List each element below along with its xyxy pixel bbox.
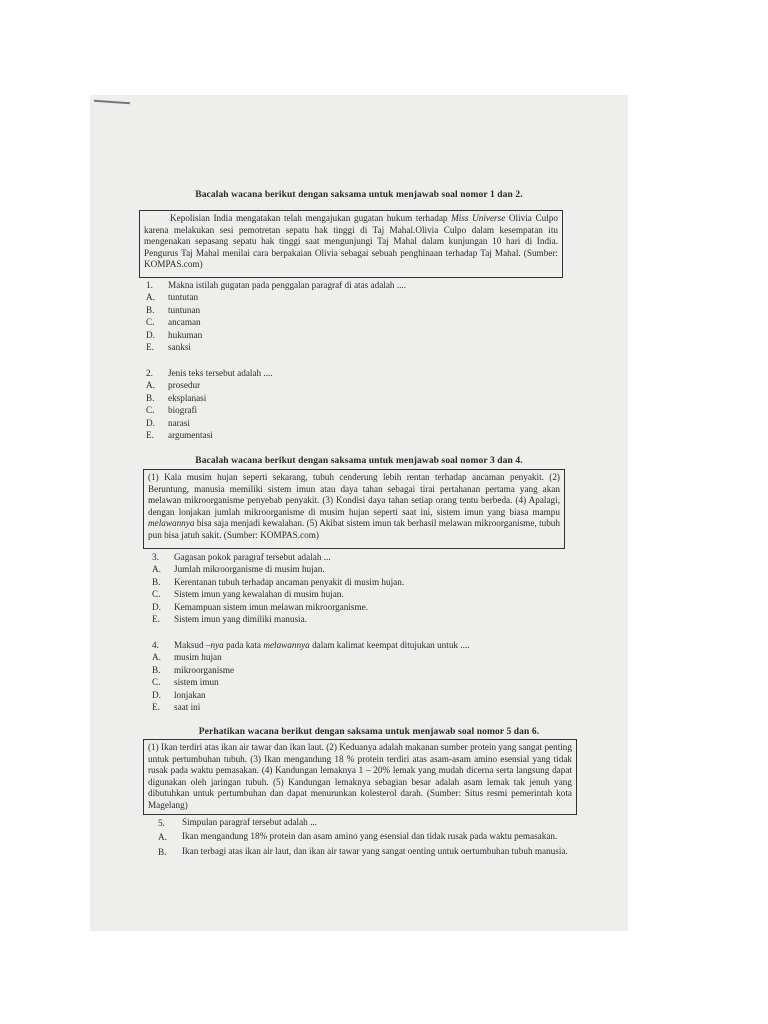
option-key: D.	[146, 329, 155, 340]
option-text: Jumlah mikroorganisme di musim hujan.	[174, 564, 325, 575]
question-text-part: Maksud	[174, 640, 206, 650]
option-key: E.	[152, 614, 160, 625]
passage-text: Kepolisian India mengatakan telah mengajukan gugatan hukum terhadap	[170, 213, 452, 223]
passage-text: Olivia Culpo karena melakukan sesi pemotretan sepatu hak tinggi di Taj Mahal.Olivia Culpo dalam kesempatan itu mengenakan sepasang sepatu hak tinggi saat mengunjungi Taj Mahal dalam kunjungan 10 hari di India. Pengurus Taj Mahal menilai cara berpakaian Olivia sebagai sebuah penghinaan terhadap Taj Mahal. (Sumber: KOMPAS.com)	[144, 213, 558, 270]
question-text: Gagasan pokok paragraf tersebut adalah ...	[174, 552, 331, 562]
question-3	[152, 551, 404, 625]
option-text: Ikan mengandung 18% protein dan asam amino yang esensial dan tidak rusak pada waktu pemasakan.	[182, 831, 558, 842]
passage-text: (1) Kala musim hujan seperti sekarang, tubuh cenderung lebih rentan terhadap ancaman penyakit. (2) Beruntung, manusia memiliki sistem imun atau daya tahan sebagai tirai pertahanan pertama yang akan melawan mikroorganisme penyebab penyakit. (3) Kondisi daya tahan setiap orang tentu berbeda. (4) Apalagi, dengan lonjakan jumlah mikroorganisme di musim hujan seperti saat ini, sistem imun yang biasa mampu	[148, 472, 560, 517]
option-c[interactable]	[152, 676, 470, 688]
option-text: sistem imun	[174, 677, 219, 688]
option-d[interactable]	[146, 329, 406, 341]
option-text: Kemampuan sistem imun melawan mikroorganisme.	[174, 601, 369, 612]
section2-instruction: Bacalah wacana berikut dengan saksama untuk menjawab soal nomor 3 dan 4.	[195, 456, 523, 466]
option-key: A.	[146, 292, 155, 303]
option-c[interactable]	[152, 588, 404, 600]
option-a[interactable]	[152, 651, 470, 663]
option-c[interactable]	[146, 404, 273, 416]
option-e[interactable]	[146, 341, 406, 353]
question-text-part: dalam kalimat keempat ditujukan untuk ....	[309, 640, 470, 650]
option-text: Ikan terbagi atas ikan air laut, dan ikan air tawar yang sangat oenting untuk oertumbuhan tubuh manusia.	[182, 845, 568, 856]
section2-passage	[143, 469, 565, 549]
option-text: narasi	[168, 417, 190, 428]
option-d[interactable]	[146, 417, 273, 429]
option-key: B.	[152, 576, 161, 587]
option-key: B.	[146, 304, 155, 315]
option-a[interactable]	[152, 563, 404, 575]
passage-italic: Miss Universe	[451, 213, 506, 223]
option-d[interactable]	[152, 601, 404, 613]
option-key: C.	[146, 317, 155, 328]
option-key: C.	[152, 677, 161, 688]
question-text-italic: melawannya	[263, 640, 310, 650]
option-a[interactable]	[146, 291, 406, 303]
option-key: E.	[146, 430, 154, 441]
option-key: A.	[146, 380, 155, 391]
passage-text: bisa saja menjadi kewalahan. (5) Akibat sistem imun tak berhasil melawan mikroorganisme, tubuh pun bisa jatuh sakit. (Sumber: KOMPAS.com)	[148, 518, 560, 540]
option-key: B.	[152, 664, 161, 675]
option-key: D.	[146, 417, 155, 428]
pen-mark	[94, 100, 130, 105]
option-key: A.	[152, 652, 161, 663]
question-5	[158, 817, 582, 860]
option-text: Sistem imun yang kewalahan di musim hujan.	[174, 589, 344, 600]
option-key: A.	[158, 832, 167, 843]
exam-paper	[90, 95, 628, 931]
option-b[interactable]	[152, 576, 404, 588]
option-key: D.	[152, 689, 161, 700]
option-b[interactable]	[152, 664, 470, 676]
option-b[interactable]	[158, 846, 582, 858]
section3-passage: (1) Ikan terdiri atas ikan air tawar dan ikan laut. (2) Keduanya adalah makanan sumber protein yang sangat penting untuk pertumbuhan tubuh. (3) Ikan mengandung 18 % protein terdiri atas asam-asam amino esensial yang tidak rusak pada waktu pemasakan. (4) Kandungan lemaknya 1 – 20% lemak yang mudah dicerna serta langsung dapat digunakan oleh jaringan tubuh. (5) Kandungan lemaknya sebagian besar adalah asam lemak tak jenuh yang dibutuhkan untuk pertumbuhan dan dapat menurunkan kolesterol darah. (Sumber: Situs resmi pemerintah kota Magelang)	[143, 739, 577, 815]
option-b[interactable]	[146, 304, 406, 316]
option-e[interactable]	[146, 429, 273, 441]
question-text: Simpulan paragraf tersebut adalah ...	[182, 817, 317, 827]
option-text: Sistem imun yang dimiliki manusia.	[174, 614, 307, 625]
option-text: ancaman	[168, 317, 201, 328]
question-2	[146, 367, 273, 441]
question-number: 4.	[152, 640, 159, 650]
option-text: Kerentanan tubuh terhadap ancaman penyakit di musim hujan.	[174, 576, 405, 587]
option-d[interactable]	[152, 689, 470, 701]
option-b[interactable]	[146, 392, 273, 404]
question-text-italic: –nya	[205, 640, 224, 650]
option-text: musim hujan	[174, 652, 222, 663]
option-c[interactable]	[146, 316, 406, 328]
option-key: C.	[152, 589, 161, 600]
option-text: saat ini	[174, 702, 201, 713]
option-a[interactable]	[158, 831, 582, 843]
option-text: biografi	[168, 405, 198, 416]
option-key: B.	[158, 846, 167, 857]
question-text	[174, 639, 470, 651]
option-key: E.	[152, 702, 160, 713]
option-key: E.	[146, 342, 154, 353]
question-number: 5.	[158, 818, 165, 828]
question-number: 1.	[146, 280, 153, 290]
option-key: A.	[152, 564, 161, 575]
option-text: mikroorganisme	[174, 664, 235, 675]
option-key: C.	[146, 405, 155, 416]
section1-instruction: Bacalah wacana berikut dengan saksama untuk menjawab soal nomor 1 dan 2.	[195, 190, 523, 200]
option-text: prosedur	[168, 380, 201, 391]
question-number: 3.	[152, 552, 159, 562]
question-4	[152, 639, 470, 713]
section3-instruction: Perhatikan wacana berikut dengan saksama untuk menjawab soal nomor 5 dan 6.	[198, 727, 540, 737]
question-number: 2.	[146, 368, 153, 378]
question-1	[146, 279, 406, 353]
section1-passage	[139, 210, 563, 278]
option-key: B.	[146, 392, 155, 403]
option-text: hukuman	[168, 329, 203, 340]
passage-italic: melawannya	[148, 518, 195, 529]
option-text: lonjakan	[174, 689, 206, 700]
question-text-part: pada kata	[223, 640, 264, 650]
option-text: sanksi	[168, 342, 191, 353]
option-e[interactable]	[152, 613, 404, 625]
option-key: D.	[152, 601, 161, 612]
question-text: Jenis teks tersebut adalah ....	[168, 368, 273, 378]
option-text: eksplanasi	[168, 392, 207, 403]
option-text: argumentasi	[168, 430, 213, 441]
option-e[interactable]	[152, 701, 470, 713]
question-text: Makna istilah gugatan pada penggalan paragraf di atas adalah ....	[168, 280, 407, 290]
option-a[interactable]	[146, 379, 273, 391]
option-text: tuntutan	[168, 292, 199, 303]
option-text: tuntunan	[168, 304, 201, 315]
